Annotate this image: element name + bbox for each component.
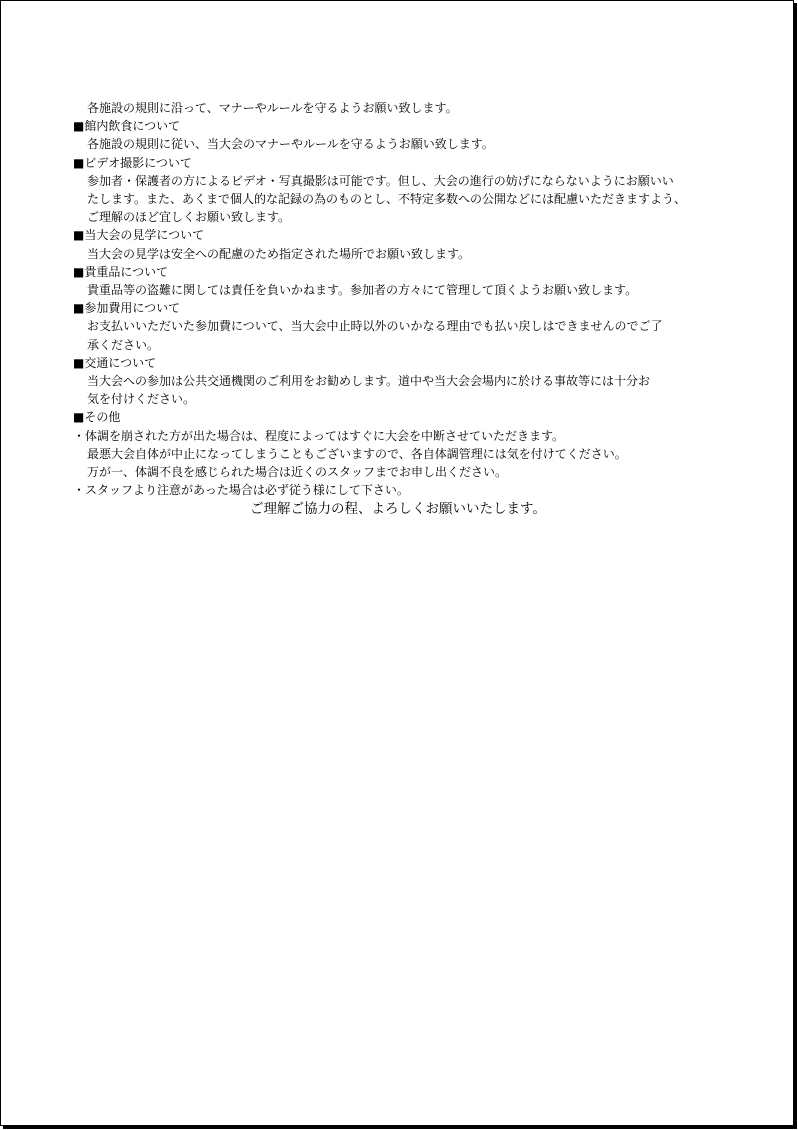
closing-message: ご理解ご協力の程、よろしくお願いいたします。 [250, 501, 546, 518]
food-text-line: 各施設の規則に従い、当大会のマナーやルールを守るようお願い致します。 [87, 137, 494, 152]
transport-text-line: 気を付けください。 [87, 392, 196, 407]
transport-text-line: 当大会への参加は公共交通機関のご利用をお勧めします。道中や当大会会場内に於ける事故等には十分お [87, 374, 651, 389]
video-text-line: ご理解のほど宜しくお願い致します。 [87, 210, 291, 225]
section-heading-spectating: ■当大会の見学について [73, 228, 205, 243]
section-heading-other: ■その他 [73, 410, 121, 425]
section-heading-valuables: ■貴重品について [73, 264, 169, 279]
health-text-line: 万が一、体調不良を感じられた場合は近くのスタッフまでお申し出ください。 [87, 465, 508, 480]
section-heading-transport: ■交通について [73, 355, 157, 370]
section-heading-video: ■ビデオ撮影について [73, 155, 192, 170]
video-text-line: 参加者・保護者の方によるビデオ・写真撮影は可能です。但し、大会の進行の妨げにならないようにお願いい [87, 173, 674, 188]
spectating-text-line: 当大会の見学は安全への配慮のため指定された場所でお願い致します。 [87, 246, 471, 261]
valuables-text-line: 貴重品等の盗難に関しては責任を負いかねます。参加者の方々にて管理して頂くようお願い致します。 [87, 283, 638, 298]
other-bullet-staff: ・スタッフより注意があった場合は必ず従う様にして下さい。 [73, 483, 409, 498]
fees-text-line: 承ください。 [87, 337, 160, 352]
rules-text-line: 各施設の規則に沿って、マナーやルールを守るようお願い致します。 [87, 101, 458, 115]
fees-text-line: お支払いいただいた参加費について、当大会中止時以外のいかなる理由でも払い戻しはできませんのでご了 [87, 319, 663, 334]
health-text-line: 最悪大会自体が中止になってしまうこともございますので、各自体調管理には気を付けてください。 [87, 446, 627, 461]
other-bullet-health: ・体調を崩された方が出た場合は、程度によってはすぐに大会を中断させていただきます。 [73, 428, 565, 443]
section-heading-fees: ■参加費用について [73, 301, 181, 316]
document-body [73, 99, 733, 519]
video-text-line: たします。また、あくまで個人的な記録の為のものとし、不特定多数への公開などには配慮いただきますよう、 [87, 192, 687, 207]
section-heading-food: ■館内飲食について [73, 119, 181, 134]
